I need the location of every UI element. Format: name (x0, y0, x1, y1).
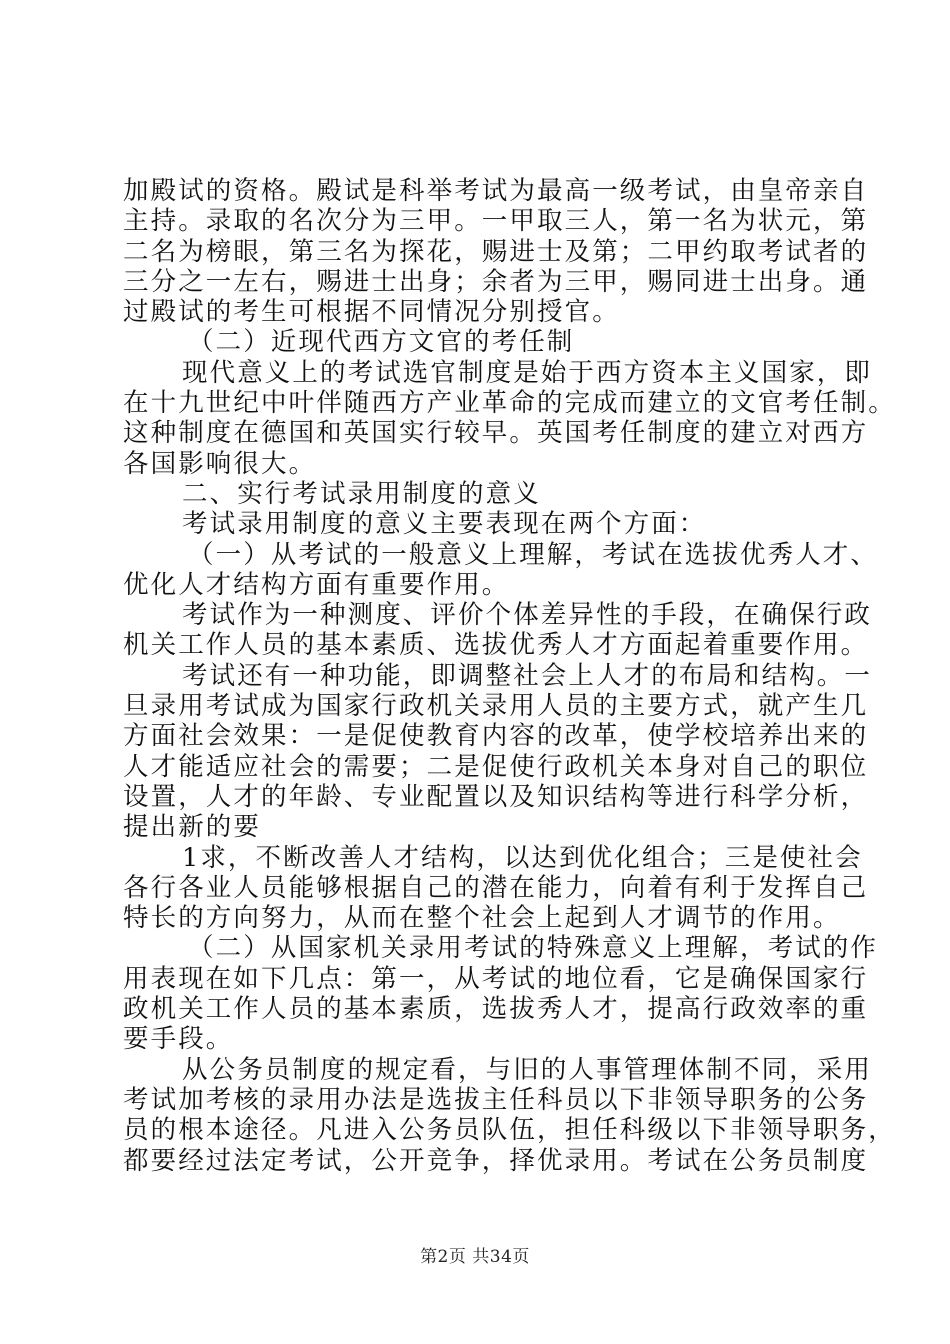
text-line: （二）从国家机关录用考试的特殊意义上理解，考试的作 (188, 933, 879, 964)
text-line: 各行各业人员能够根据自己的潜在能力，向着有利于发挥自己 (123, 872, 869, 903)
text-line: 旦录用考试成为国家行政机关录用人员的主要方式，就产生几 (123, 691, 869, 722)
text-line: 现代意义上的考试选官制度是始于西方资本主义国家，即 (182, 357, 873, 388)
text-line: 从公务员制度的规定看，与旧的人事管理体制不同，采用 (182, 1054, 873, 1085)
text-line: 主持。录取的名次分为三甲。一甲取三人，第一名为状元，第 (123, 206, 869, 237)
text-line: （二）近现代西方文官的考任制 (188, 327, 575, 358)
page-footer: 第2页 共34页 (420, 1247, 530, 1267)
text-line: 提出新的要 (123, 812, 262, 843)
text-line: 二名为榜眼，第三名为探花，赐进士及第；二甲约取考试者的 (123, 236, 869, 267)
text-line: 员的根本途径。凡进入公务员队伍，担任科级以下非领导职务， (123, 1115, 896, 1146)
document-body (123, 176, 896, 1176)
text-line: 考试作为一种测度、评价个体差异性的手段，在确保行政 (182, 600, 873, 631)
text-line: 机关工作人员的基本素质、选拔优秀人才方面起着重要作用。 (123, 630, 869, 661)
text-line: 考试还有一种功能，即调整社会上人才的布局和结构。一 (182, 660, 873, 691)
text-line: 都要经过法定考试，公开竞争，择优录用。考试在公务员制度 (123, 1145, 869, 1176)
text-line: 优化人才结构方面有重要作用。 (123, 569, 510, 600)
text-line: 人才能适应社会的需要；二是促使行政机关本身对自己的职位 (123, 751, 869, 782)
text-line: 要手段。 (123, 1024, 234, 1055)
text-line: 考试录用制度的意义主要表现在两个方面： (182, 509, 707, 540)
text-line: 特长的方向努力，从而在整个社会上起到人才调节的作用。 (123, 903, 841, 934)
text-line: 加殿试的资格。殿试是科举考试为最高一级考试，由皇帝亲自 (123, 176, 869, 206)
text-line: 政机关工作人员的基本素质，选拔秀人才，提高行政效率的重 (123, 994, 869, 1025)
text-line: 在十九世纪中叶伴随西方产业革命的完成而建立的文官考任制。 (123, 388, 896, 419)
text-line: 过殿试的考生可根据不同情况分别授官。 (123, 297, 620, 328)
text-line: （一）从考试的一般意义上理解，考试在选拔优秀人才、 (188, 539, 879, 570)
text-line: 用表现在如下几点：第一，从考试的地位看，它是确保国家行 (123, 963, 869, 994)
text-line: 设置，人才的年龄、专业配置以及知识结构等进行科学分析， (123, 781, 869, 812)
text-line: 1求，不断改善人才结构，以达到优化组合；三是使社会 (182, 842, 863, 873)
text-line: 方面社会效果：一是促使教育内容的改革，使学校培养出来的 (123, 721, 869, 752)
text-line: 各国影响很大。 (123, 448, 317, 479)
text-line: 二、实行考试录用制度的意义 (182, 478, 541, 509)
text-line: 这种制度在德国和英国实行较早。英国考任制度的建立对西方 (123, 418, 869, 449)
text-line: 三分之一左右，赐进士出身；余者为三甲，赐同进士出身。通 (123, 266, 869, 297)
text-line: 考试加考核的录用办法是选拔主任科员以下非领导职务的公务 (123, 1084, 869, 1115)
